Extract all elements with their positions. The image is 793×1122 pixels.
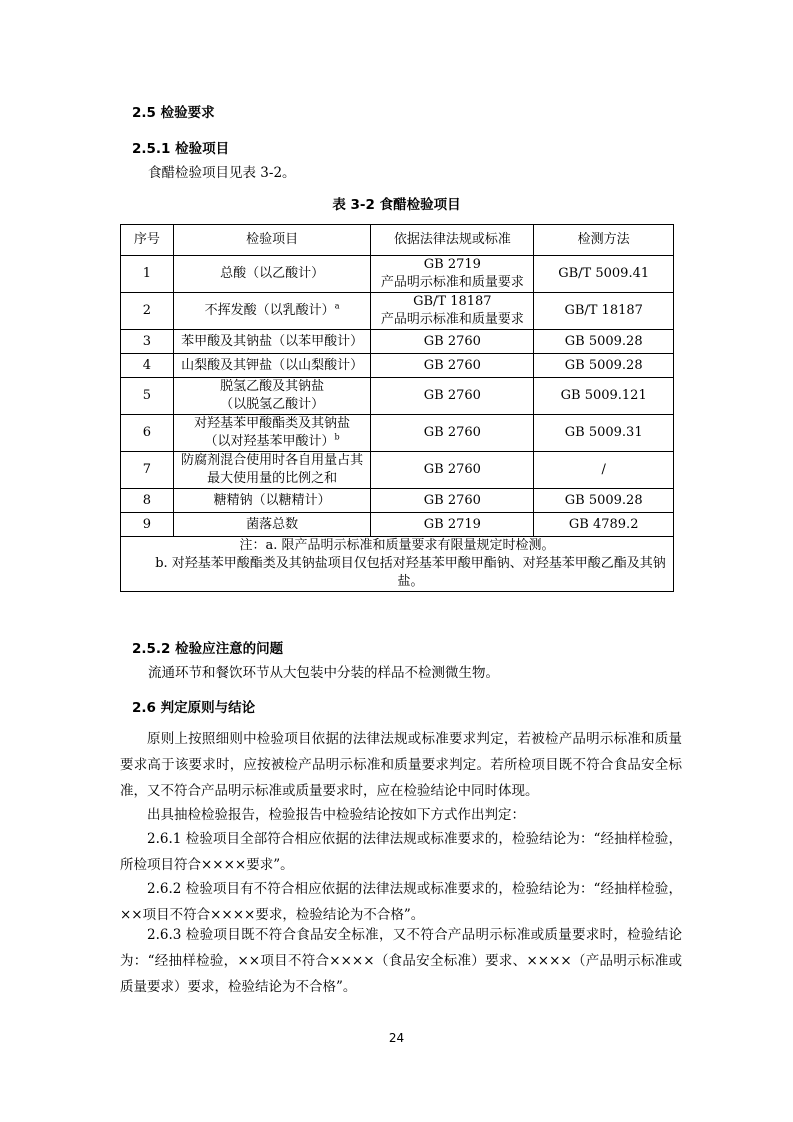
cell-basis: GB 2760 <box>371 452 534 489</box>
table-caption: 表 3-2 食醋检验项目 <box>332 197 461 213</box>
header-no: 序号 <box>121 225 174 256</box>
note-a: 注：a. 限产品明示标准和质量要求有限量规定时检测。 <box>239 538 555 553</box>
cell-item: 对羟基苯甲酸酯类及其钠盐 （以对羟基苯甲酸计）$^b$ <box>173 415 370 452</box>
table-header-row <box>121 225 674 256</box>
page-number: 24 <box>388 1031 405 1045</box>
cell-item: 菌落总数 <box>173 513 370 537</box>
cell-method: GB 5009.28 <box>534 330 674 354</box>
table-row <box>121 415 674 452</box>
note-b: b. 对羟基苯甲酸酯类及其钠盐项目仅包括对羟基苯甲酸甲酯钠、对羟基苯甲酸乙酯及其钠盐。 <box>155 556 666 589</box>
header-item: 检验项目 <box>173 225 370 256</box>
cell-no: 1 <box>121 256 174 293</box>
cell-no: 5 <box>121 378 174 415</box>
footnote-marker: b <box>334 432 340 442</box>
table-row <box>121 354 674 378</box>
cell-no: 4 <box>121 354 174 378</box>
cell-no: 9 <box>121 513 174 537</box>
cell-item: 山梨酸及其钾盐（以山梨酸计） <box>173 354 370 378</box>
cell-basis: GB 2760 <box>371 489 534 513</box>
paragraph-report: 出具抽检检验报告，检验报告中检验结论按如下方式作出判定： <box>147 807 525 823</box>
table-row <box>121 330 674 354</box>
table-row <box>121 452 674 489</box>
cell-item: 防腐剂混合使用时各自用量占其最大使用量的比例之和 <box>173 452 370 489</box>
footnote-marker: a <box>334 301 340 311</box>
paragraph-2-5-2: 流通环节和餐饮环节从大包装中分装的样品不检测微生物。 <box>148 665 499 681</box>
section-heading-2-5-1: 2.5.1 检验项目 <box>132 141 230 157</box>
inspection-items-table <box>120 224 674 592</box>
table-row <box>121 256 674 293</box>
table-row <box>121 293 674 330</box>
cell-method: GB 5009.28 <box>534 489 674 513</box>
section-heading-2-5-2: 2.5.2 检验应注意的问题 <box>132 641 284 657</box>
cell-item: 不挥发酸（以乳酸计）$^a$ <box>173 293 370 330</box>
cell-basis: GB 2760 <box>371 330 534 354</box>
cell-basis: GB 2760 <box>371 415 534 452</box>
cell-method: GB 5009.31 <box>534 415 674 452</box>
cell-method: GB/T 18187 <box>534 293 674 330</box>
table-row <box>121 489 674 513</box>
cell-method: GB/T 5009.41 <box>534 256 674 293</box>
paragraph-2-6-3: 2.6.3 检验项目既不符合食品安全标准，又不符合产品明示标准或质量要求时，检验结论为：“经抽样检验，××项目不符合××××（食品安全标准）要求、××××（产品明示标准或质量要求）要求，检验结论为不合格”。 <box>120 927 682 995</box>
cell-basis: GB 2719 <box>371 513 534 537</box>
cell-basis: GB/T 18187 产品明示标准和质量要求 <box>371 293 534 330</box>
cell-method: GB 5009.28 <box>534 354 674 378</box>
cell-basis: GB 2760 <box>371 378 534 415</box>
paragraph-2-6-1: 2.6.1 检验项目全部符合相应依据的法律法规或标准要求的，检验结论为：“经抽样检验，所检项目符合××××要求”。 <box>120 831 682 873</box>
cell-no: 8 <box>121 489 174 513</box>
cell-item: 总酸（以乙酸计） <box>173 256 370 293</box>
cell-no: 6 <box>121 415 174 452</box>
cell-no: 3 <box>121 330 174 354</box>
cell-method: GB 5009.121 <box>534 378 674 415</box>
header-basis: 依据法律法规或标准 <box>371 225 534 256</box>
header-method: 检测方法 <box>534 225 674 256</box>
cell-method: / <box>534 452 674 489</box>
paragraph-principle: 原则上按照细则中检验项目依据的法律法规或标准要求判定，若被检产品明示标准和质量要求高于该要求时，应按被检产品明示标准和质量要求判定。若所检项目既不符合食品安全标准，又不符合产品明示标准或质量要求时，应在检验结论中同时体现。 <box>120 731 682 799</box>
cell-no: 7 <box>121 452 174 489</box>
paragraph-2-5-1: 食醋检验项目见表 3-2。 <box>148 165 296 181</box>
cell-no: 2 <box>121 293 174 330</box>
table-notes <box>121 537 674 592</box>
paragraph-2-6-2: 2.6.2 检验项目有不符合相应依据的法律法规或标准要求的，检验结论为：“经抽样检验，××项目不符合××××要求，检验结论为不合格”。 <box>120 881 682 923</box>
table-notes-row <box>121 537 674 592</box>
table-row <box>121 513 674 537</box>
table-row <box>121 378 674 415</box>
section-heading-2-6: 2.6 判定原则与结论 <box>132 700 256 716</box>
cell-basis: GB 2719 产品明示标准和质量要求 <box>371 256 534 293</box>
cell-basis: GB 2760 <box>371 354 534 378</box>
cell-item: 糖精钠（以糖精计） <box>173 489 370 513</box>
section-heading-2-5: 2.5 检验要求 <box>132 105 215 121</box>
cell-item: 脱氢乙酸及其钠盐 （以脱氢乙酸计） <box>173 378 370 415</box>
cell-method: GB 4789.2 <box>534 513 674 537</box>
cell-item: 苯甲酸及其钠盐（以苯甲酸计） <box>173 330 370 354</box>
